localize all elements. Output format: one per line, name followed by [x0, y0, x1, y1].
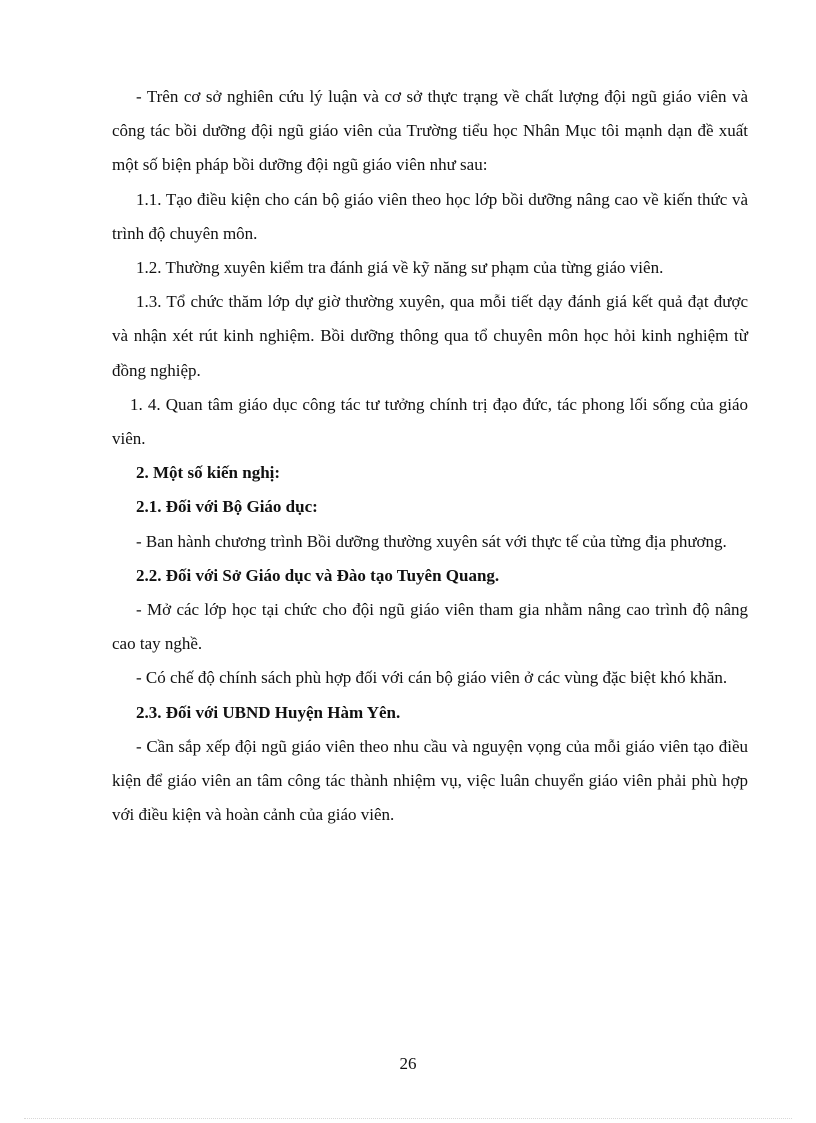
recommendations-heading: 2. Một số kiến nghị: — [136, 463, 281, 483]
measure-1-3: 1.3. Tổ chức thăm lớp dự giờ thường xuyên, qua mỗi tiết dạy đánh giá kết quả đạt được và nhận xét rút kinh nghiệm. Bồi dưỡng thông qua tổ chuyên môn học hỏi kinh nghiệm từ đồng nghiệp. — [112, 292, 748, 380]
ministry-heading: 2.1. Đối với Bộ Giáo dục: — [136, 497, 318, 517]
intro-paragraph: - Trên cơ sở nghiên cứu lý luận và cơ sở thực trạng về chất lượng đội ngũ giáo viên và công tác bồi dưỡng đội ngũ giáo viên của Trường tiểu học Nhân Mục tôi mạnh dạn đề xuất một số biện pháp bồi dưỡng đội ngũ giáo viên như sau: — [112, 87, 748, 175]
page-body — [112, 80, 748, 832]
measure-1-2: 1.2. Thường xuyên kiểm tra đánh giá về kỹ năng sư phạm của từng giáo viên. — [136, 258, 664, 278]
page-number: 26 — [399, 1054, 417, 1073]
department-recommendation-1: - Mở các lớp học tại chức cho đội ngũ giáo viên tham gia nhằm nâng cao trình độ nâng cao tay nghề. — [112, 600, 748, 654]
department-heading: 2.2. Đối với Sở Giáo dục và Đào tạo Tuyên Quang. — [136, 565, 500, 585]
page-bottom-divider — [24, 1118, 792, 1119]
measure-1-1: 1.1. Tạo điều kiện cho cán bộ giáo viên theo học lớp bồi dưỡng nâng cao về kiến thức và trình độ chuyên môn. — [112, 189, 748, 243]
district-recommendation: - Cần sắp xếp đội ngũ giáo viên theo nhu cầu và nguyện vọng của mỗi giáo viên tạo điều kiện để giáo viên an tâm công tác thành nhiệm vụ, việc luân chuyển giáo viên phải phù hợp với điều kiện và hoàn cảnh của giáo viên. — [112, 736, 748, 825]
district-heading: 2.3. Đối với UBND Huyện Hàm Yên. — [136, 702, 401, 722]
measure-1-4: 1. 4. Quan tâm giáo dục công tác tư tưởng chính trị đạo đức, tác phong lối sống của giáo viên. — [112, 394, 748, 449]
ministry-recommendation: - Ban hành chương trình Bồi dưỡng thường xuyên sát với thực tế của từng địa phương. — [136, 531, 727, 551]
department-recommendation-2: - Có chế độ chính sách phù hợp đối với cán bộ giáo viên ở các vùng đặc biệt khó khăn. — [136, 668, 728, 688]
